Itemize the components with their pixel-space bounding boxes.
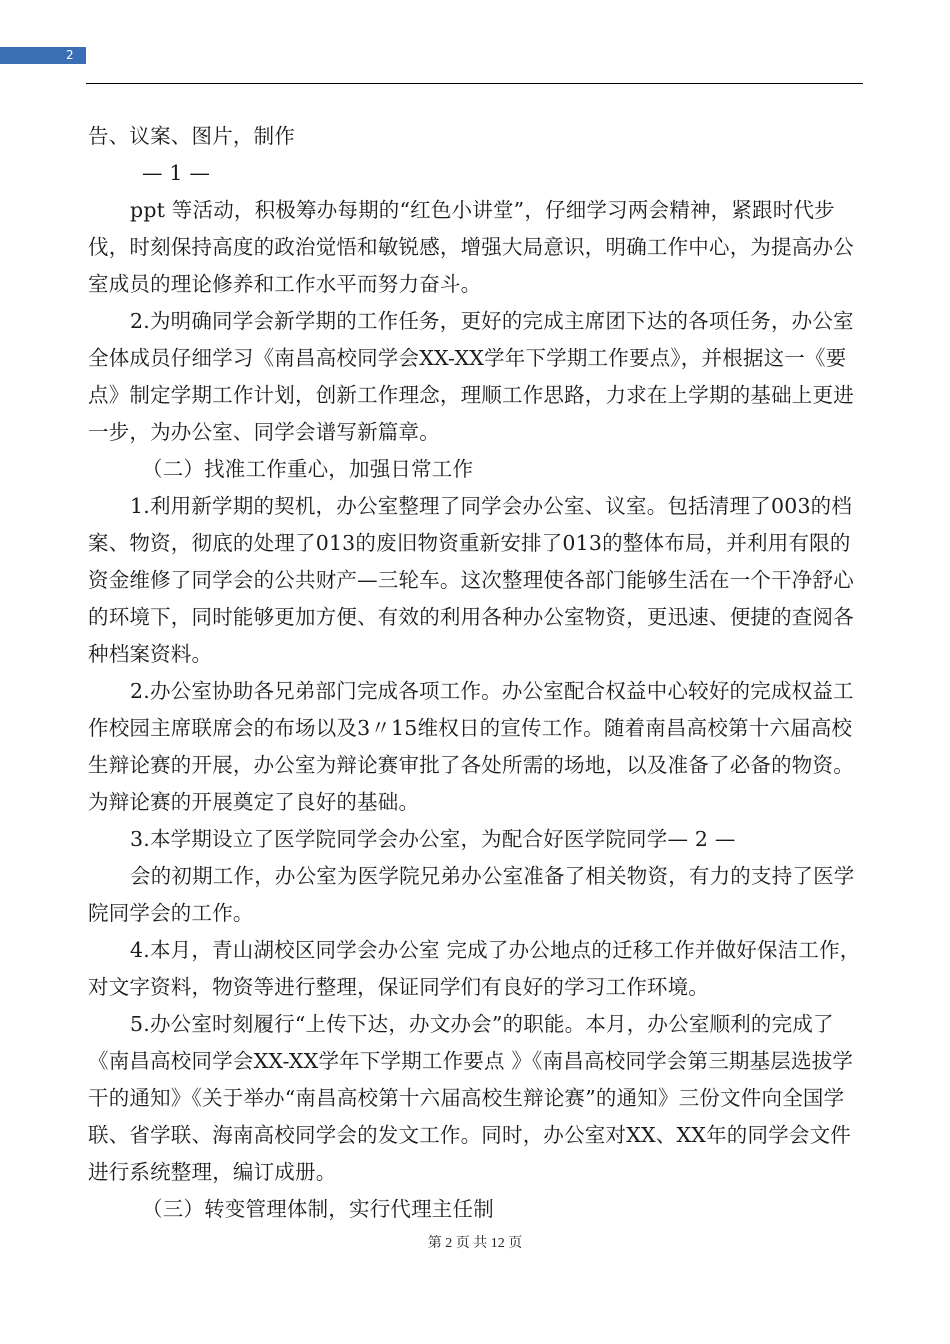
paragraph: ppt 等活动，积极筹办每期的“红色小讲堂”，仔细学习两会精神，紧跟时代步伐，时刻保持高度的政治觉悟和敏锐感，增强大局意识，明确工作中心，为提高办公室成员的理论修养和工作水平而努力奋斗。 [88, 198, 854, 296]
paragraph: 4.本月，青山湖校区同学会办公室 完成了办公地点的迁移工作并做好保洁工作，对文字资料，物资等进行整理，保证同学们有良好的学习工作环境。 [88, 938, 861, 999]
section-heading: （三）转变管理体制，实行代理主任制 [142, 1197, 494, 1221]
paragraph: — 1 — [142, 161, 211, 185]
paragraph: 3.本学期设立了医学院同学会办公室，为配合好医学院同学— 2 — [130, 827, 736, 851]
header-divider [86, 83, 863, 84]
page-number-tab: 2 [0, 47, 86, 64]
paragraph: 5.办公室时刻履行“上传下达，办文办会”的职能。本月，办公室顺利的完成了《南昌高校同学会XX-XX学年下学期工作要点 》《南昌高校同学会第三期基层选拔学干的通知》《关于举办“南昌高校第十六届高校生辩论赛”的通知》三份文件向全国学联、省学联、海南高校同学会的发文工作。同时，办公室对XX、XX年的同学会文件进行系统整理，编订成册。 [88, 1012, 854, 1184]
paragraph: 告、议案、图片，制作 [88, 124, 295, 148]
page-footer: 第 2 页 共 12 页 [427, 1236, 523, 1251]
section-heading: （二）找准工作重心，加强日常工作 [142, 457, 474, 481]
paragraph: 2.为明确同学会新学期的工作任务，更好的完成主席团下达的各项任务，办公室全体成员仔细学习《南昌高校同学会XX-XX学年下学期工作要点》，并根据这一《要点》制定学期工作计划，创新工作理念，理顺工作思路，力求在上学期的基础上更进一步，为办公室、同学会谱写新篇章。 [88, 309, 854, 444]
paragraph: 2.办公室协助各兄弟部门完成各项工作。办公室配合权益中心较好的完成权益工作校园主席联席会的布场以及3〃15维权日的宣传工作。随着南昌高校第十六届高校生辩论赛的开展，办公室为辩论赛审批了各处所需的场地，以及准备了必备的物资。为辩论赛的开展奠定了良好的基础。 [88, 679, 854, 814]
paragraph: 会的初期工作，办公室为医学院兄弟办公室准备了相关物资，有力的支持了医学院同学会的工作。 [88, 864, 855, 925]
document-body [88, 118, 863, 1228]
paragraph: 1.利用新学期的契机，办公室整理了同学会办公室、议室。包括清理了003的档案、物资，彻底的处理了013的废旧物资重新安排了013的整体布局，并利用有限的资金维修了同学会的公共财产—三轮车。这次整理使各部门能够生活在一个干净舒心的环境下，同时能够更加方便、有效的利用各种办公室物资，更迅速、便捷的查阅各种档案资料。 [88, 494, 854, 666]
